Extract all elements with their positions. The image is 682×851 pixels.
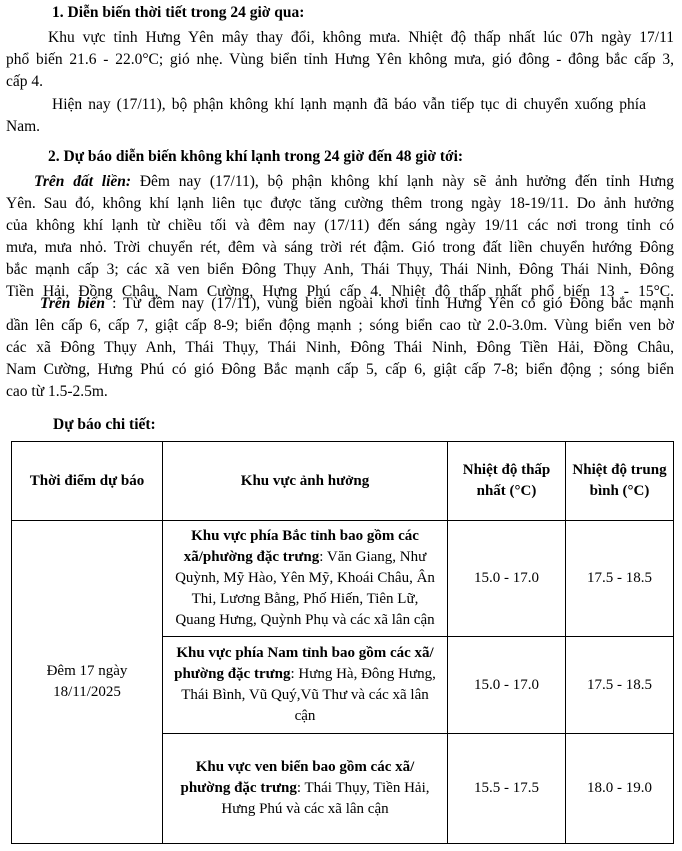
land-line: Yên. Sau đó, không khí lạnh liên tục được tăng cường thêm trong ngày 18-19/11. Do ảnh hưởng — [6, 195, 674, 212]
time-cell: Đêm 17 ngày 18/11/2025 — [12, 521, 163, 844]
sea-line: các xã Đông Thụy Anh, Thái Thụy, Thái Ninh, Đông Thái Ninh, Đông Tiền Hải, Đồng Châu, — [6, 339, 674, 356]
min-temp-cell: 15.5 - 17.5 — [448, 734, 566, 844]
section1-p2-line: Hiện nay (17/11), bộ phận không khí lạnh mạnh đã báo vẫn tiếp tục di chuyển xuống phía — [52, 96, 646, 113]
detail-heading: Dự báo chi tiết: — [53, 416, 156, 433]
header-min-temp: Nhiệt độ thấp nhất (°C) — [448, 442, 566, 521]
land-paragraph-first-line — [34, 171, 674, 193]
sea-paragraph-first-line — [40, 293, 674, 315]
min-temp-cell: 15.0 - 17.0 — [448, 637, 566, 734]
avg-temp-cell: 17.5 - 18.5 — [566, 521, 674, 637]
avg-temp-cell: 18.0 - 19.0 — [566, 734, 674, 844]
land-line: Tiền Hải, Đồng Châu, Nam Cường, Hưng Phú cấp 4. Nhiệt độ thấp nhất phổ biến 13 - 15°C. — [6, 283, 674, 300]
forecast-table — [11, 441, 674, 844]
land-line: mưa, mưa nhỏ. Trời chuyển rét, đêm và sáng trời rét đậm. Gió trong đất liền chuyển hướng Đông — [6, 239, 674, 256]
area-text: : Hưng Hà, Đông Hưng, Thái Bình, Vũ Quý,Vũ Thư và các xã lân cận — [181, 666, 436, 724]
section1-p1-line: phổ biến 21.6 - 22.0°C; gió nhẹ. Vùng biển tỉnh Hưng Yên không mưa, gió đông - đông bắc cấp 3, — [6, 51, 674, 68]
sea-label: Trên biển — [40, 295, 106, 312]
header-time: Thời điểm dự báo — [12, 442, 163, 521]
header-area: Khu vực ảnh hưởng — [163, 442, 448, 521]
min-temp-cell: 15.0 - 17.0 — [448, 521, 566, 637]
sea-line: cao từ 1.5-2.5m. — [6, 383, 108, 400]
area-bold: Khu vực ven biển bao gồm các xã/ phường đặc trưng — [180, 759, 415, 796]
land-first-text: Đêm nay (17/11), bộ phận không khí lạnh này sẽ ảnh hưởng đến tỉnh Hưng — [131, 173, 674, 190]
header-avg-temp: Nhiệt độ trung bình (°C) — [566, 442, 674, 521]
avg-temp-cell: 17.5 - 18.5 — [566, 637, 674, 734]
sea-first-text: : Từ đêm nay (17/11), vùng biển ngoài khơi tỉnh Hưng Yên có gió Đông bắc mạnh — [105, 295, 675, 312]
table-row — [12, 521, 674, 637]
area-cell — [163, 734, 448, 844]
area-cell — [163, 521, 448, 637]
land-line: bắc mạnh cấp 3; các xã ven biển Đông Thụy Anh, Thái Thụy, Thái Ninh, Đông Thái Ninh, Đông — [6, 261, 674, 278]
section1-p1-line: cấp 4. — [6, 73, 44, 90]
sea-line: Nam Cường, Hưng Phú có gió Đông Bắc mạnh cấp 5, cấp 6, giật cấp 7-8; biển động ; sóng biển — [6, 361, 674, 378]
area-cell — [163, 637, 448, 734]
section1-p2-line: Nam. — [6, 118, 41, 135]
section2-heading: 2. Dự báo diễn biến không khí lạnh trong 24 giờ đến 48 giờ tới: — [48, 148, 464, 165]
section1-heading: 1. Diễn biến thời tiết trong 24 giờ qua: — [52, 4, 305, 21]
area-bold: Khu vực phía Bắc tỉnh bao gồm các xã/phường đặc trưng — [183, 528, 419, 565]
land-line: của không khí lạnh từ chiều tối và đêm nay (17/11) đến sáng ngày 19/11 các nơi trong tỉnh có — [6, 217, 674, 234]
land-label: Trên đất liền: — [34, 173, 132, 190]
area-bold: Khu vực phía Nam tỉnh bao gồm các xã/ phường đặc trưng — [174, 645, 434, 682]
area-text: : Thái Thụy, Tiền Hải, Hưng Phú và các xã lân cận — [221, 780, 430, 817]
section1-p1-line: Khu vực tỉnh Hưng Yên mây thay đổi, không mưa. Nhiệt độ thấp nhất lúc 07h ngày 17/11 — [48, 29, 674, 46]
sea-line: dần lên cấp 6, cấp 7, giật cấp 8-9; biển động mạnh ; sóng biển cao từ 2.0-3.0m. Vùng biển ven bờ — [6, 317, 674, 334]
table-header-row — [12, 442, 674, 521]
area-text: : Văn Giang, Như Quỳnh, Mỹ Hào, Yên Mỹ, Khoái Châu, Ân Thi, Lương Bằng, Phố Hiến, Tiên Lữ, Quang Hưng, Quỳnh Phụ và các xã lân cận — [175, 549, 435, 628]
